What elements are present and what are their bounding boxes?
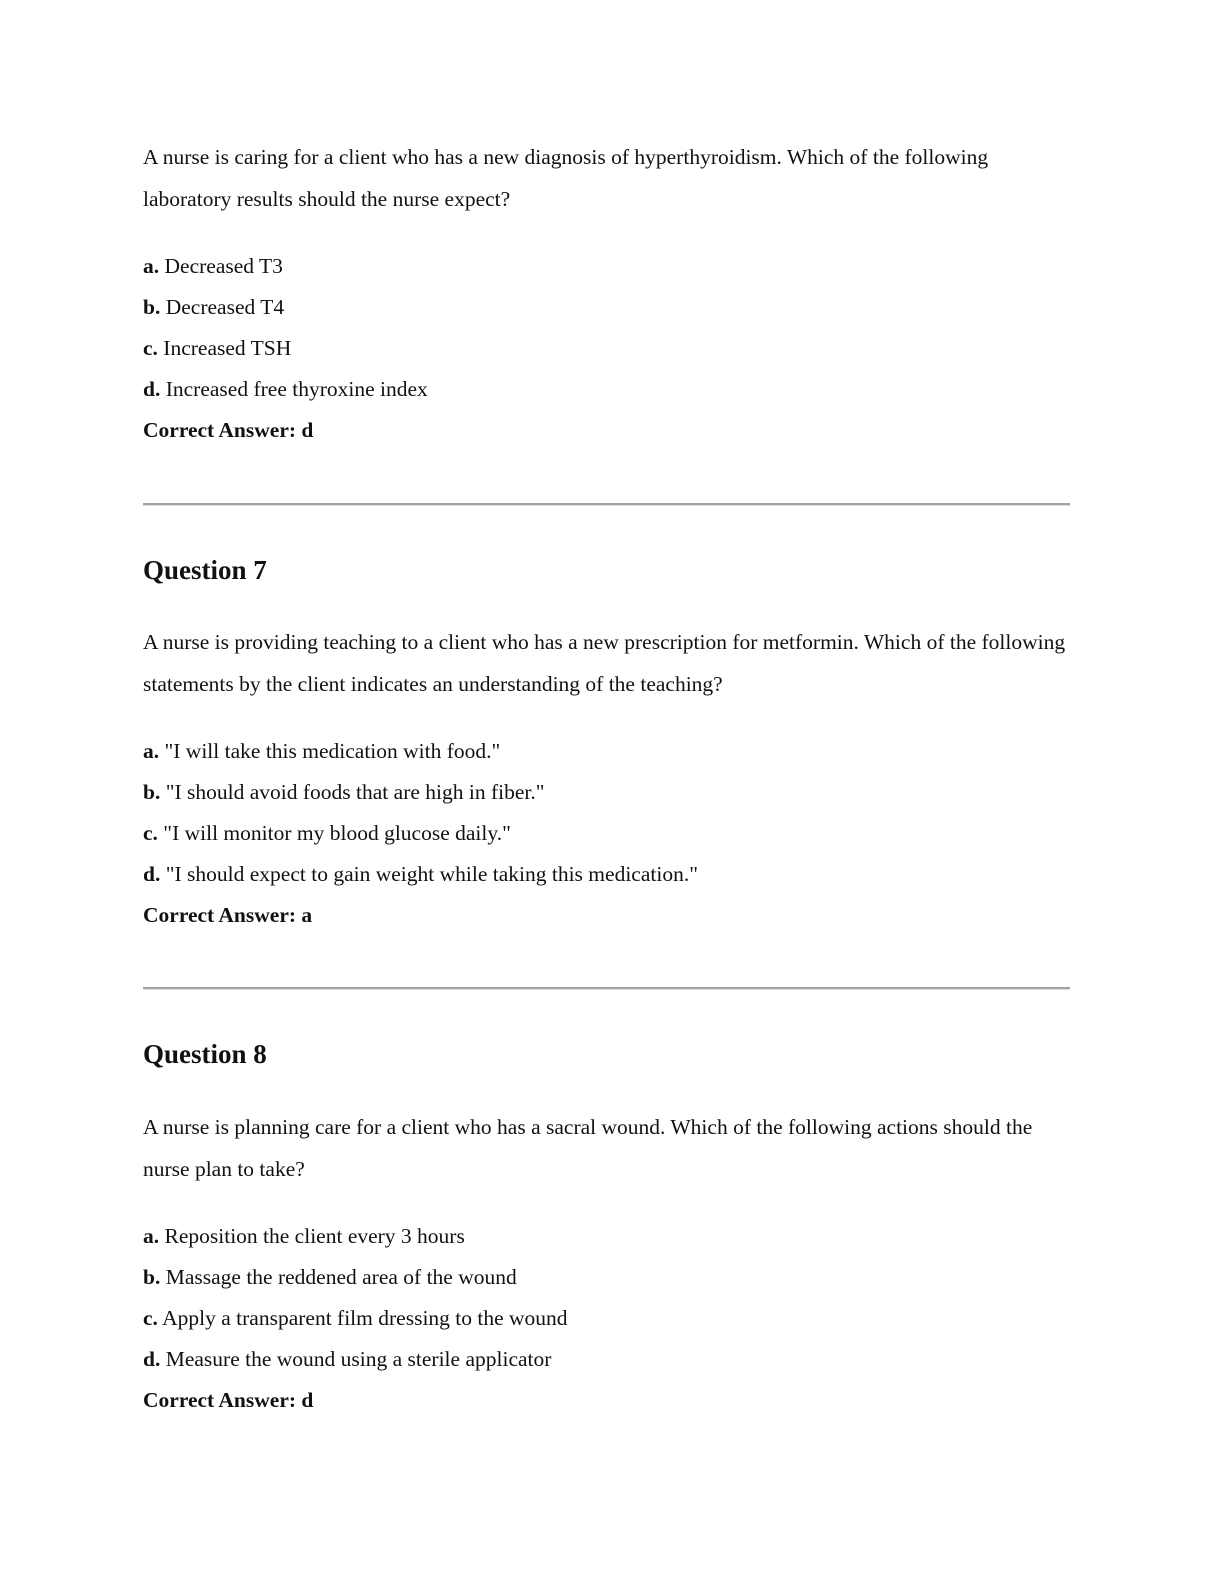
section-divider: [143, 987, 1070, 990]
answer-options: [143, 731, 1070, 936]
option-text: Measure the wound using a sterile applicator: [165, 1347, 552, 1371]
option-text: "I should avoid foods that are high in fiber.": [165, 780, 545, 804]
option-text: Increased free thyroxine index: [165, 377, 428, 401]
correct-answer: Correct Answer: d: [143, 418, 314, 442]
option-letter: a.: [143, 739, 160, 763]
option-b: [143, 287, 1070, 328]
question-title: Question 7: [143, 555, 267, 585]
option-letter: b.: [143, 780, 161, 804]
option-letter: b.: [143, 1265, 161, 1289]
option-letter: c.: [143, 336, 158, 360]
option-a: [143, 731, 1070, 772]
option-text: Increased TSH: [163, 336, 292, 360]
question-stem: A nurse is planning care for a client who has a sacral wound. Which of the following actions should the nurse plan to take?: [143, 1115, 1033, 1181]
correct-answer: Correct Answer: d: [143, 1388, 314, 1412]
option-text: "I will take this medication with food.": [164, 739, 501, 763]
option-b: [143, 1257, 1070, 1298]
option-a: [143, 246, 1070, 287]
option-text: "I will monitor my blood glucose daily.": [163, 821, 511, 845]
option-a: [143, 1216, 1070, 1257]
option-text: Decreased T3: [164, 254, 283, 278]
option-letter: b.: [143, 295, 161, 319]
answer-options: [143, 1216, 1070, 1421]
option-letter: d.: [143, 862, 161, 886]
option-letter: a.: [143, 254, 160, 278]
option-letter: d.: [143, 377, 161, 401]
option-d: [143, 1339, 1070, 1380]
option-d: [143, 369, 1070, 410]
option-text: Decreased T4: [165, 295, 285, 319]
question-stem: A nurse is providing teaching to a client who has a new prescription for metformin. Which of the following statements by the client indicates an understanding of the teaching?: [143, 630, 1066, 696]
section-divider: [143, 503, 1070, 506]
option-letter: d.: [143, 1347, 161, 1371]
question-stem: A nurse is caring for a client who has a new diagnosis of hyperthyroidism. Which of the following laboratory results should the nurse expect?: [143, 145, 989, 211]
option-c: [143, 328, 1070, 369]
option-d: [143, 854, 1070, 895]
option-text: Reposition the client every 3 hours: [164, 1224, 465, 1248]
option-c: [143, 813, 1070, 854]
option-text: "I should expect to gain weight while taking this medication.": [165, 862, 698, 886]
answer-options: [143, 246, 1070, 451]
option-letter: a.: [143, 1224, 160, 1248]
question-title: Question 8: [143, 1039, 267, 1069]
option-letter: c.: [143, 821, 158, 845]
option-letter: c.: [143, 1306, 158, 1330]
option-c: [143, 1298, 1070, 1339]
correct-answer: Correct Answer: a: [143, 903, 313, 927]
option-b: [143, 772, 1070, 813]
option-text: Massage the reddened area of the wound: [165, 1265, 517, 1289]
option-text: Apply a transparent film dressing to the wound: [162, 1306, 568, 1330]
